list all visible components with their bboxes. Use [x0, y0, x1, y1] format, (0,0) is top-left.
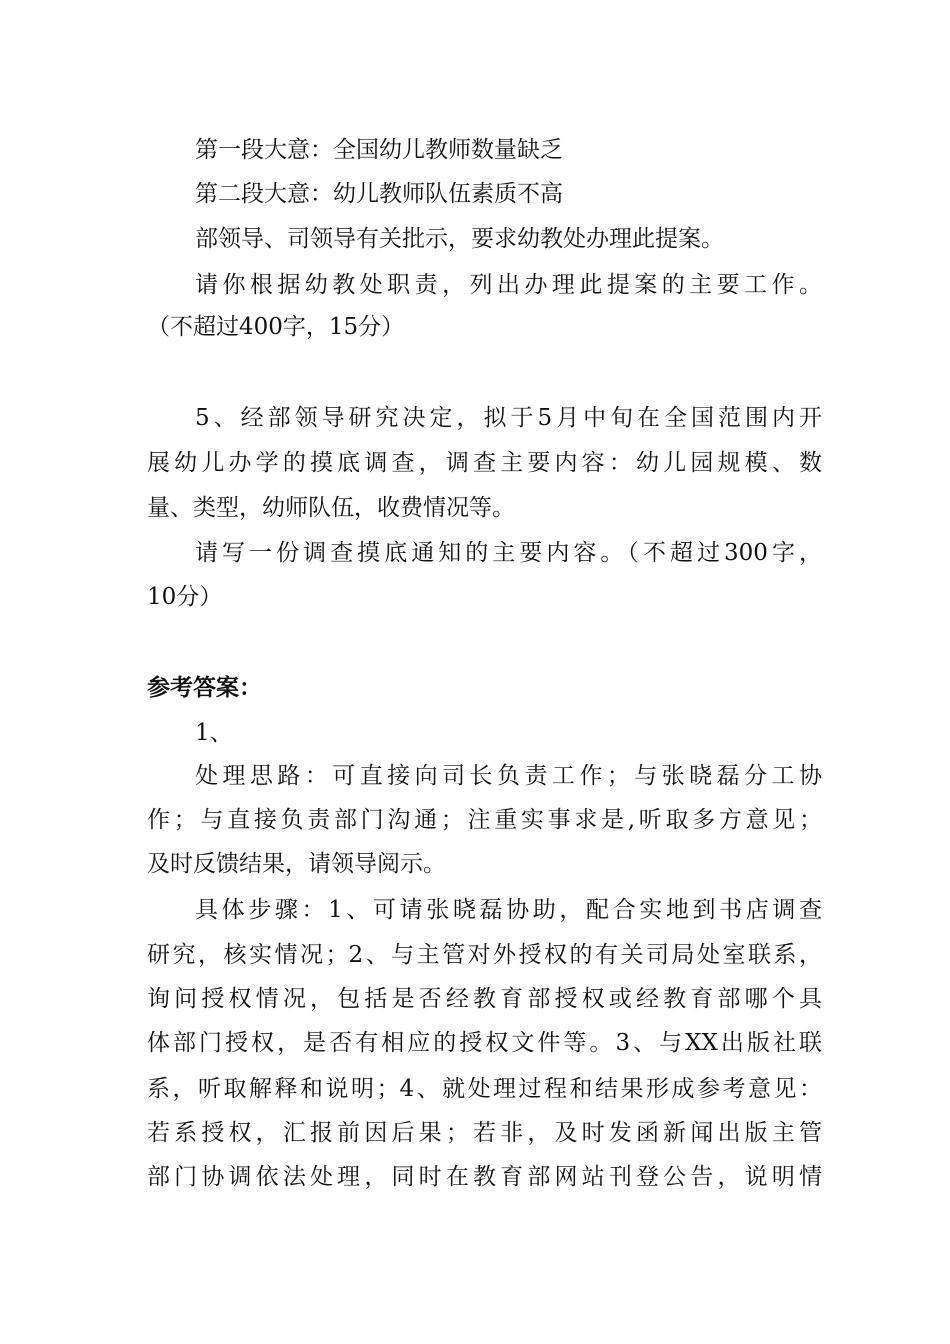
text-line: 请写一份调查摸底通知的主要内容。（不超过300字，	[195, 540, 822, 566]
text-line: 具体步骤：1、可请张晓磊协助，配合实地到书店调查	[195, 897, 822, 923]
text-line: 请你根据幼教处职责，列出办理此提案的主要工作。	[195, 272, 822, 298]
text-line: 作；与直接负责部门沟通；注重实事求是,听取多方意见；	[147, 807, 822, 833]
text-line: 系，听取解释和说明；4、就处理过程和结果形成参考意见：	[147, 1076, 822, 1102]
text-line: 部领导、司领导有关批示，要求幼教处办理此提案。	[195, 226, 724, 252]
text-line: 量、类型，幼师队伍，收费情况等。	[147, 495, 515, 521]
text-line: 体部门授权，是否有相应的授权文件等。3、与XX出版社联	[147, 1030, 822, 1056]
text-line: 10分）	[147, 584, 223, 610]
text-line: 第二段大意：幼儿教师队伍素质不高	[195, 181, 563, 207]
text-line: 5、经部领导研究决定，拟于5月中旬在全国范围内开	[195, 405, 822, 431]
text-line: 及时反馈结果，请领导阅示。	[147, 851, 446, 877]
text-line: 询问授权情况，包括是否经教育部授权或经教育部哪个具	[147, 986, 822, 1012]
text-line: 1、	[195, 720, 233, 746]
text-line: 若系授权，汇报前因后果；若非，及时发函新闻出版主管	[147, 1120, 822, 1146]
text-line: 处理思路：可直接向司长负责工作；与张晓磊分工协	[195, 763, 822, 789]
text-line: 研究，核实情况；2、与主管对外授权的有关司局处室联系，	[147, 942, 822, 968]
section-heading: 参考答案：	[147, 674, 262, 701]
text-line: 部门协调依法处理，同时在教育部网站刊登公告，说明情	[147, 1164, 822, 1190]
text-line: 展幼儿办学的摸底调查，调查主要内容：幼儿园规模、数	[147, 450, 822, 476]
text-line: （不超过400字，15分）	[147, 314, 405, 340]
text-line: 第一段大意：全国幼儿教师数量缺乏	[195, 137, 563, 163]
